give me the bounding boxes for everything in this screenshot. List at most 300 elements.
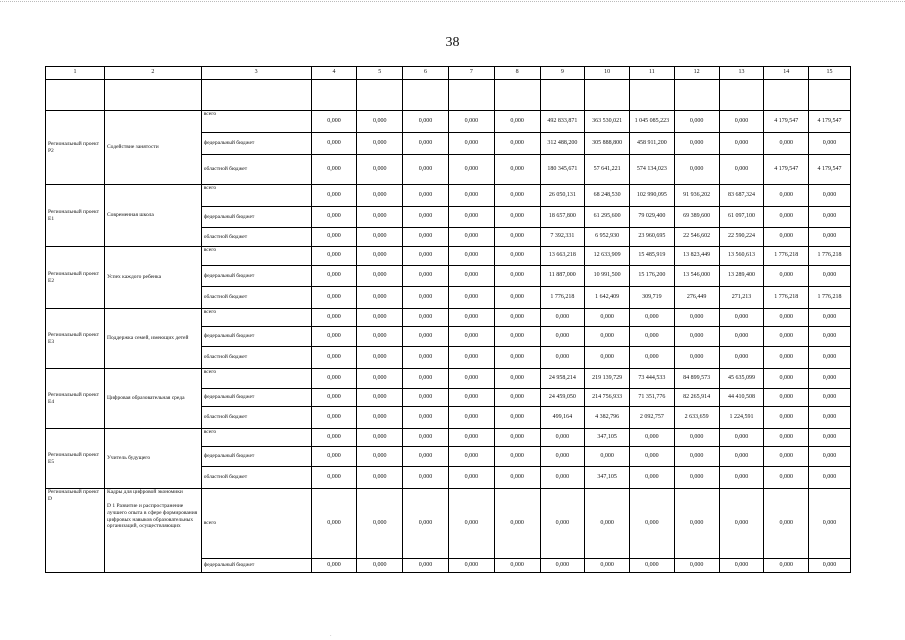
blank-cell — [311, 80, 357, 111]
amount-cell: 0,000 — [448, 559, 494, 573]
amount-cell: 0,000 — [809, 489, 851, 559]
amount-cell: 0,000 — [494, 347, 540, 369]
amount-cell: 1 776,218 — [809, 247, 851, 266]
amount-cell: 1 776,218 — [764, 287, 809, 309]
amount-cell: 180 345,671 — [540, 155, 585, 185]
amount-cell: 0,000 — [630, 489, 675, 559]
amount-cell: 2 092,757 — [630, 407, 675, 429]
blank-cell — [630, 80, 675, 111]
scan-mark: · — [330, 634, 332, 639]
funding-source-cell: всего — [201, 309, 311, 327]
blank-cell — [448, 80, 494, 111]
amount-cell: 0,000 — [764, 489, 809, 559]
table-row — [46, 111, 851, 133]
amount-cell: 0,000 — [719, 559, 764, 573]
amount-cell: 0,000 — [311, 429, 357, 447]
amount-cell: 0,000 — [357, 327, 403, 347]
amount-cell: 24 958,214 — [540, 369, 585, 389]
amount-cell: 0,000 — [764, 407, 809, 429]
amount-cell: 0,000 — [494, 489, 540, 559]
amount-cell: 0,000 — [448, 185, 494, 207]
column-header: 14 — [764, 67, 809, 80]
amount-cell: 0,000 — [809, 327, 851, 347]
amount-cell: 0,000 — [674, 467, 719, 489]
amount-cell: 0,000 — [494, 369, 540, 389]
amount-cell: 0,000 — [674, 111, 719, 133]
amount-cell: 22 590,224 — [719, 228, 764, 247]
amount-cell: 219 139,729 — [585, 369, 630, 389]
table-row — [46, 429, 851, 447]
amount-cell: 0,000 — [357, 133, 403, 155]
amount-cell: 0,000 — [448, 447, 494, 467]
amount-cell: 83 687,324 — [719, 185, 764, 207]
amount-cell: 0,000 — [357, 389, 403, 407]
amount-cell: 0,000 — [674, 347, 719, 369]
amount-cell: 0,000 — [494, 327, 540, 347]
table-row — [46, 247, 851, 266]
amount-cell: 309,719 — [630, 287, 675, 309]
amount-cell: 71 351,776 — [630, 389, 675, 407]
amount-cell: 0,000 — [764, 309, 809, 327]
amount-cell: 0,000 — [764, 559, 809, 573]
amount-cell: 24 459,050 — [540, 389, 585, 407]
blank-cell — [809, 80, 851, 111]
blank-cell — [201, 80, 311, 111]
table-row — [46, 185, 851, 207]
column-header: 2 — [105, 67, 202, 80]
amount-cell: 1 224,591 — [719, 407, 764, 429]
amount-cell: 0,000 — [494, 228, 540, 247]
funding-source-cell: федеральный бюджет — [201, 559, 311, 573]
amount-cell: 4 179,547 — [809, 155, 851, 185]
amount-cell: 0,000 — [630, 559, 675, 573]
amount-cell: 0,000 — [357, 347, 403, 369]
amount-cell: 0,000 — [809, 133, 851, 155]
amount-cell: 0,000 — [357, 228, 403, 247]
amount-cell: 0,000 — [448, 467, 494, 489]
funding-source-cell: областной бюджет — [201, 467, 311, 489]
funding-source-cell: областной бюджет — [201, 155, 311, 185]
amount-cell: 0,000 — [357, 407, 403, 429]
amount-cell: 0,000 — [764, 185, 809, 207]
amount-cell: 0,000 — [809, 266, 851, 287]
amount-cell: 0,000 — [809, 228, 851, 247]
project-code-cell: Региональный проект P2 — [46, 111, 105, 185]
project-code-cell: Региональный проект Е1 — [46, 185, 105, 247]
amount-cell: 0,000 — [809, 389, 851, 407]
amount-cell: 0,000 — [311, 111, 357, 133]
column-header: 8 — [494, 67, 540, 80]
amount-cell: 363 530,021 — [585, 111, 630, 133]
amount-cell: 6 952,930 — [585, 228, 630, 247]
amount-cell: 0,000 — [448, 327, 494, 347]
budget-table — [45, 66, 851, 573]
amount-cell: 0,000 — [494, 266, 540, 287]
blank-cell — [764, 80, 809, 111]
amount-cell: 0,000 — [403, 266, 449, 287]
amount-cell: 0,000 — [357, 247, 403, 266]
amount-cell: 0,000 — [311, 447, 357, 467]
amount-cell: 1 642,409 — [585, 287, 630, 309]
amount-cell: 79 029,400 — [630, 207, 675, 228]
column-header: 13 — [719, 67, 764, 80]
amount-cell: 0,000 — [674, 429, 719, 447]
amount-cell: 44 410,508 — [719, 389, 764, 407]
amount-cell: 0,000 — [357, 429, 403, 447]
amount-cell: 0,000 — [494, 309, 540, 327]
amount-cell: 0,000 — [357, 266, 403, 287]
amount-cell: 499,164 — [540, 407, 585, 429]
amount-cell: 0,000 — [403, 133, 449, 155]
amount-cell: 0,000 — [764, 447, 809, 467]
amount-cell: 0,000 — [311, 489, 357, 559]
amount-cell: 0,000 — [448, 347, 494, 369]
amount-cell: 0,000 — [494, 467, 540, 489]
amount-cell: 0,000 — [764, 207, 809, 228]
amount-cell: 15 485,919 — [630, 247, 675, 266]
amount-cell: 0,000 — [809, 309, 851, 327]
amount-cell: 13 663,218 — [540, 247, 585, 266]
amount-cell: 0,000 — [311, 247, 357, 266]
amount-cell: 0,000 — [403, 467, 449, 489]
amount-cell: 0,000 — [494, 447, 540, 467]
amount-cell: 18 657,800 — [540, 207, 585, 228]
amount-cell: 0,000 — [719, 347, 764, 369]
amount-cell: 0,000 — [357, 155, 403, 185]
project-name-cell: Содействие занятости — [105, 111, 202, 185]
amount-cell: 0,000 — [719, 467, 764, 489]
funding-source-cell: всего — [201, 369, 311, 389]
amount-cell: 0,000 — [448, 111, 494, 133]
amount-cell: 45 635,099 — [719, 369, 764, 389]
amount-cell: 0,000 — [311, 207, 357, 228]
blank-cell — [105, 80, 202, 111]
amount-cell: 0,000 — [403, 228, 449, 247]
amount-cell: 492 833,871 — [540, 111, 585, 133]
amount-cell: 0,000 — [357, 447, 403, 467]
amount-cell: 61 295,600 — [585, 207, 630, 228]
funding-source-cell: всего — [201, 111, 311, 133]
amount-cell: 0,000 — [540, 559, 585, 573]
amount-cell: 0,000 — [674, 309, 719, 327]
project-code-cell: Региональный проект Е4 — [46, 369, 105, 429]
amount-cell: 84 899,573 — [674, 369, 719, 389]
amount-cell: 4 179,547 — [764, 155, 809, 185]
amount-cell: 0,000 — [764, 133, 809, 155]
column-header: 6 — [403, 67, 449, 80]
amount-cell: 0,000 — [448, 133, 494, 155]
amount-cell: 347,105 — [585, 467, 630, 489]
column-header: 1 — [46, 67, 105, 80]
amount-cell: 0,000 — [494, 389, 540, 407]
project-code-cell: Региональный проект Е3 — [46, 309, 105, 369]
amount-cell: 82 265,914 — [674, 389, 719, 407]
amount-cell: 0,000 — [311, 287, 357, 309]
amount-cell: 0,000 — [719, 155, 764, 185]
amount-cell: 0,000 — [494, 133, 540, 155]
amount-cell: 0,000 — [311, 389, 357, 407]
amount-cell: 0,000 — [540, 489, 585, 559]
amount-cell: 0,000 — [809, 467, 851, 489]
amount-cell: 68 248,530 — [585, 185, 630, 207]
funding-source-cell: федеральный бюджет — [201, 207, 311, 228]
funding-source-cell: федеральный бюджет — [201, 447, 311, 467]
amount-cell: 0,000 — [540, 429, 585, 447]
amount-cell: 0,000 — [357, 467, 403, 489]
amount-cell: 0,000 — [357, 287, 403, 309]
column-header: 9 — [540, 67, 585, 80]
amount-cell: 0,000 — [764, 266, 809, 287]
amount-cell: 0,000 — [357, 309, 403, 327]
amount-cell: 0,000 — [719, 447, 764, 467]
amount-cell: 0,000 — [403, 207, 449, 228]
amount-cell: 4 179,547 — [764, 111, 809, 133]
amount-cell: 0,000 — [719, 309, 764, 327]
amount-cell: 0,000 — [357, 489, 403, 559]
amount-cell: 102 990,095 — [630, 185, 675, 207]
amount-cell: 0,000 — [403, 111, 449, 133]
amount-cell: 0,000 — [719, 429, 764, 447]
amount-cell: 12 633,909 — [585, 247, 630, 266]
amount-cell: 0,000 — [630, 467, 675, 489]
amount-cell: 0,000 — [357, 369, 403, 389]
amount-cell: 458 911,200 — [630, 133, 675, 155]
funding-source-cell: федеральный бюджет — [201, 266, 311, 287]
funding-source-cell: областной бюджет — [201, 287, 311, 309]
column-number-row — [46, 67, 851, 80]
column-header: 11 — [630, 67, 675, 80]
amount-cell: 312 488,200 — [540, 133, 585, 155]
amount-cell: 13 289,400 — [719, 266, 764, 287]
amount-cell: 0,000 — [540, 447, 585, 467]
amount-cell: 574 134,023 — [630, 155, 675, 185]
funding-source-cell: всего — [201, 185, 311, 207]
amount-cell: 0,000 — [585, 309, 630, 327]
amount-cell: 0,000 — [403, 347, 449, 369]
amount-cell: 0,000 — [764, 389, 809, 407]
amount-cell: 0,000 — [311, 327, 357, 347]
amount-cell: 0,000 — [403, 429, 449, 447]
amount-cell: 0,000 — [448, 389, 494, 407]
amount-cell: 0,000 — [494, 429, 540, 447]
amount-cell: 13 546,000 — [674, 266, 719, 287]
page-number: 38 — [445, 35, 460, 50]
column-header: 12 — [674, 67, 719, 80]
funding-source-cell: всего — [201, 489, 311, 559]
funding-source-cell: всего — [201, 247, 311, 266]
funding-source-cell: всего — [201, 429, 311, 447]
amount-cell: 1 776,218 — [540, 287, 585, 309]
project-name-cell: Учитель будущего — [105, 429, 202, 489]
amount-cell: 0,000 — [448, 266, 494, 287]
amount-cell: 0,000 — [448, 247, 494, 266]
amount-cell: 0,000 — [311, 559, 357, 573]
amount-cell: 0,000 — [448, 489, 494, 559]
amount-cell: 0,000 — [357, 207, 403, 228]
amount-cell: 0,000 — [585, 559, 630, 573]
blank-cell — [403, 80, 449, 111]
amount-cell: 0,000 — [403, 389, 449, 407]
column-header: 4 — [311, 67, 357, 80]
amount-cell: 0,000 — [403, 185, 449, 207]
column-header: 7 — [448, 67, 494, 80]
amount-cell: 0,000 — [585, 489, 630, 559]
funding-source-cell: федеральный бюджет — [201, 389, 311, 407]
blank-cell — [719, 80, 764, 111]
amount-cell: 0,000 — [809, 207, 851, 228]
amount-cell: 0,000 — [809, 559, 851, 573]
amount-cell: 0,000 — [403, 447, 449, 467]
amount-cell: 0,000 — [403, 489, 449, 559]
amount-cell: 0,000 — [311, 369, 357, 389]
amount-cell: 0,000 — [448, 228, 494, 247]
amount-cell: 0,000 — [311, 155, 357, 185]
amount-cell: 0,000 — [311, 228, 357, 247]
amount-cell: 0,000 — [764, 228, 809, 247]
amount-cell: 0,000 — [674, 133, 719, 155]
amount-cell: 276,449 — [674, 287, 719, 309]
amount-cell: 0,000 — [357, 559, 403, 573]
amount-cell: 0,000 — [448, 309, 494, 327]
amount-cell: 0,000 — [448, 369, 494, 389]
amount-cell: 0,000 — [630, 309, 675, 327]
scan-top-edge — [0, 1, 905, 2]
amount-cell: 0,000 — [719, 133, 764, 155]
amount-cell: 0,000 — [403, 309, 449, 327]
amount-cell: 0,000 — [585, 347, 630, 369]
funding-source-cell: областной бюджет — [201, 347, 311, 369]
amount-cell: 0,000 — [403, 287, 449, 309]
amount-cell: 0,000 — [403, 327, 449, 347]
amount-cell: 0,000 — [448, 429, 494, 447]
blank-cell — [357, 80, 403, 111]
amount-cell: 2 633,659 — [674, 407, 719, 429]
amount-cell: 0,000 — [494, 207, 540, 228]
amount-cell: 0,000 — [311, 467, 357, 489]
amount-cell: 0,000 — [311, 133, 357, 155]
blank-row — [46, 80, 851, 111]
amount-cell: 214 756,933 — [585, 389, 630, 407]
amount-cell: 1 045 085,223 — [630, 111, 675, 133]
amount-cell: 0,000 — [630, 347, 675, 369]
amount-cell: 13 560,613 — [719, 247, 764, 266]
amount-cell: 73 444,533 — [630, 369, 675, 389]
amount-cell: 0,000 — [494, 185, 540, 207]
table-body — [46, 80, 851, 573]
amount-cell: 0,000 — [448, 287, 494, 309]
project-name-cell: Успех каждого ребенка — [105, 247, 202, 309]
funding-source-cell: федеральный бюджет — [201, 327, 311, 347]
column-header: 15 — [809, 67, 851, 80]
amount-cell: 0,000 — [809, 185, 851, 207]
amount-cell: 0,000 — [764, 347, 809, 369]
amount-cell: 0,000 — [674, 559, 719, 573]
amount-cell: 61 097,100 — [719, 207, 764, 228]
amount-cell: 0,000 — [448, 407, 494, 429]
amount-cell: 0,000 — [630, 447, 675, 467]
column-header: 5 — [357, 67, 403, 80]
amount-cell: 0,000 — [809, 369, 851, 389]
project-code-cell: Региональный проект Е5 — [46, 429, 105, 489]
amount-cell: 0,000 — [357, 111, 403, 133]
amount-cell: 0,000 — [540, 347, 585, 369]
amount-cell: 0,000 — [764, 467, 809, 489]
amount-cell: 271,213 — [719, 287, 764, 309]
amount-cell: 0,000 — [403, 407, 449, 429]
amount-cell: 22 546,602 — [674, 228, 719, 247]
blank-cell — [540, 80, 585, 111]
amount-cell: 1 776,218 — [809, 287, 851, 309]
funding-source-cell: федеральный бюджет — [201, 133, 311, 155]
column-header: 3 — [201, 67, 311, 80]
amount-cell: 57 641,221 — [585, 155, 630, 185]
amount-cell: 0,000 — [764, 369, 809, 389]
table-row — [46, 489, 851, 559]
amount-cell: 10 991,500 — [585, 266, 630, 287]
amount-cell: 0,000 — [585, 447, 630, 467]
amount-cell: 0,000 — [719, 489, 764, 559]
amount-cell: 0,000 — [764, 429, 809, 447]
amount-cell: 26 050,131 — [540, 185, 585, 207]
amount-cell: 1 776,218 — [764, 247, 809, 266]
amount-cell: 0,000 — [403, 559, 449, 573]
amount-cell: 0,000 — [540, 467, 585, 489]
amount-cell: 0,000 — [540, 309, 585, 327]
amount-cell: 0,000 — [494, 559, 540, 573]
amount-cell: 0,000 — [719, 111, 764, 133]
amount-cell: 0,000 — [494, 111, 540, 133]
amount-cell: 0,000 — [719, 327, 764, 347]
amount-cell: 15 176,200 — [630, 266, 675, 287]
amount-cell: 0,000 — [809, 407, 851, 429]
project-code-cell: Региональный проект Е2 — [46, 247, 105, 309]
amount-cell: 0,000 — [448, 207, 494, 228]
amount-cell: 91 936,202 — [674, 185, 719, 207]
amount-cell: 0,000 — [674, 447, 719, 467]
amount-cell: 13 823,449 — [674, 247, 719, 266]
amount-cell: 305 888,800 — [585, 133, 630, 155]
amount-cell: 0,000 — [674, 489, 719, 559]
amount-cell: 0,000 — [311, 407, 357, 429]
amount-cell: 0,000 — [674, 155, 719, 185]
table-row — [46, 369, 851, 389]
amount-cell: 0,000 — [311, 309, 357, 327]
amount-cell: 0,000 — [448, 155, 494, 185]
project-code-cell: Региональный проект D — [46, 489, 105, 573]
amount-cell: 0,000 — [494, 287, 540, 309]
amount-cell: 0,000 — [403, 155, 449, 185]
blank-cell — [46, 80, 105, 111]
blank-cell — [585, 80, 630, 111]
amount-cell: 11 887,000 — [540, 266, 585, 287]
amount-cell: 0,000 — [403, 247, 449, 266]
amount-cell: 69 389,600 — [674, 207, 719, 228]
amount-cell: 0,000 — [809, 447, 851, 467]
project-name-cell: Кадры для цифровой экономики D 1 Развитие и распространение лучшего опыта в сфере формирования цифровых навыков образовательных организаций, осуществляющих — [105, 489, 202, 573]
amount-cell: 347,105 — [585, 429, 630, 447]
amount-cell: 23 960,695 — [630, 228, 675, 247]
amount-cell: 0,000 — [630, 429, 675, 447]
amount-cell: 0,000 — [311, 266, 357, 287]
amount-cell: 0,000 — [357, 185, 403, 207]
amount-cell: 0,000 — [674, 327, 719, 347]
amount-cell: 4 382,796 — [585, 407, 630, 429]
amount-cell: 7 392,331 — [540, 228, 585, 247]
amount-cell: 0,000 — [764, 327, 809, 347]
funding-source-cell: областной бюджет — [201, 407, 311, 429]
amount-cell: 0,000 — [809, 347, 851, 369]
amount-cell: 0,000 — [494, 407, 540, 429]
